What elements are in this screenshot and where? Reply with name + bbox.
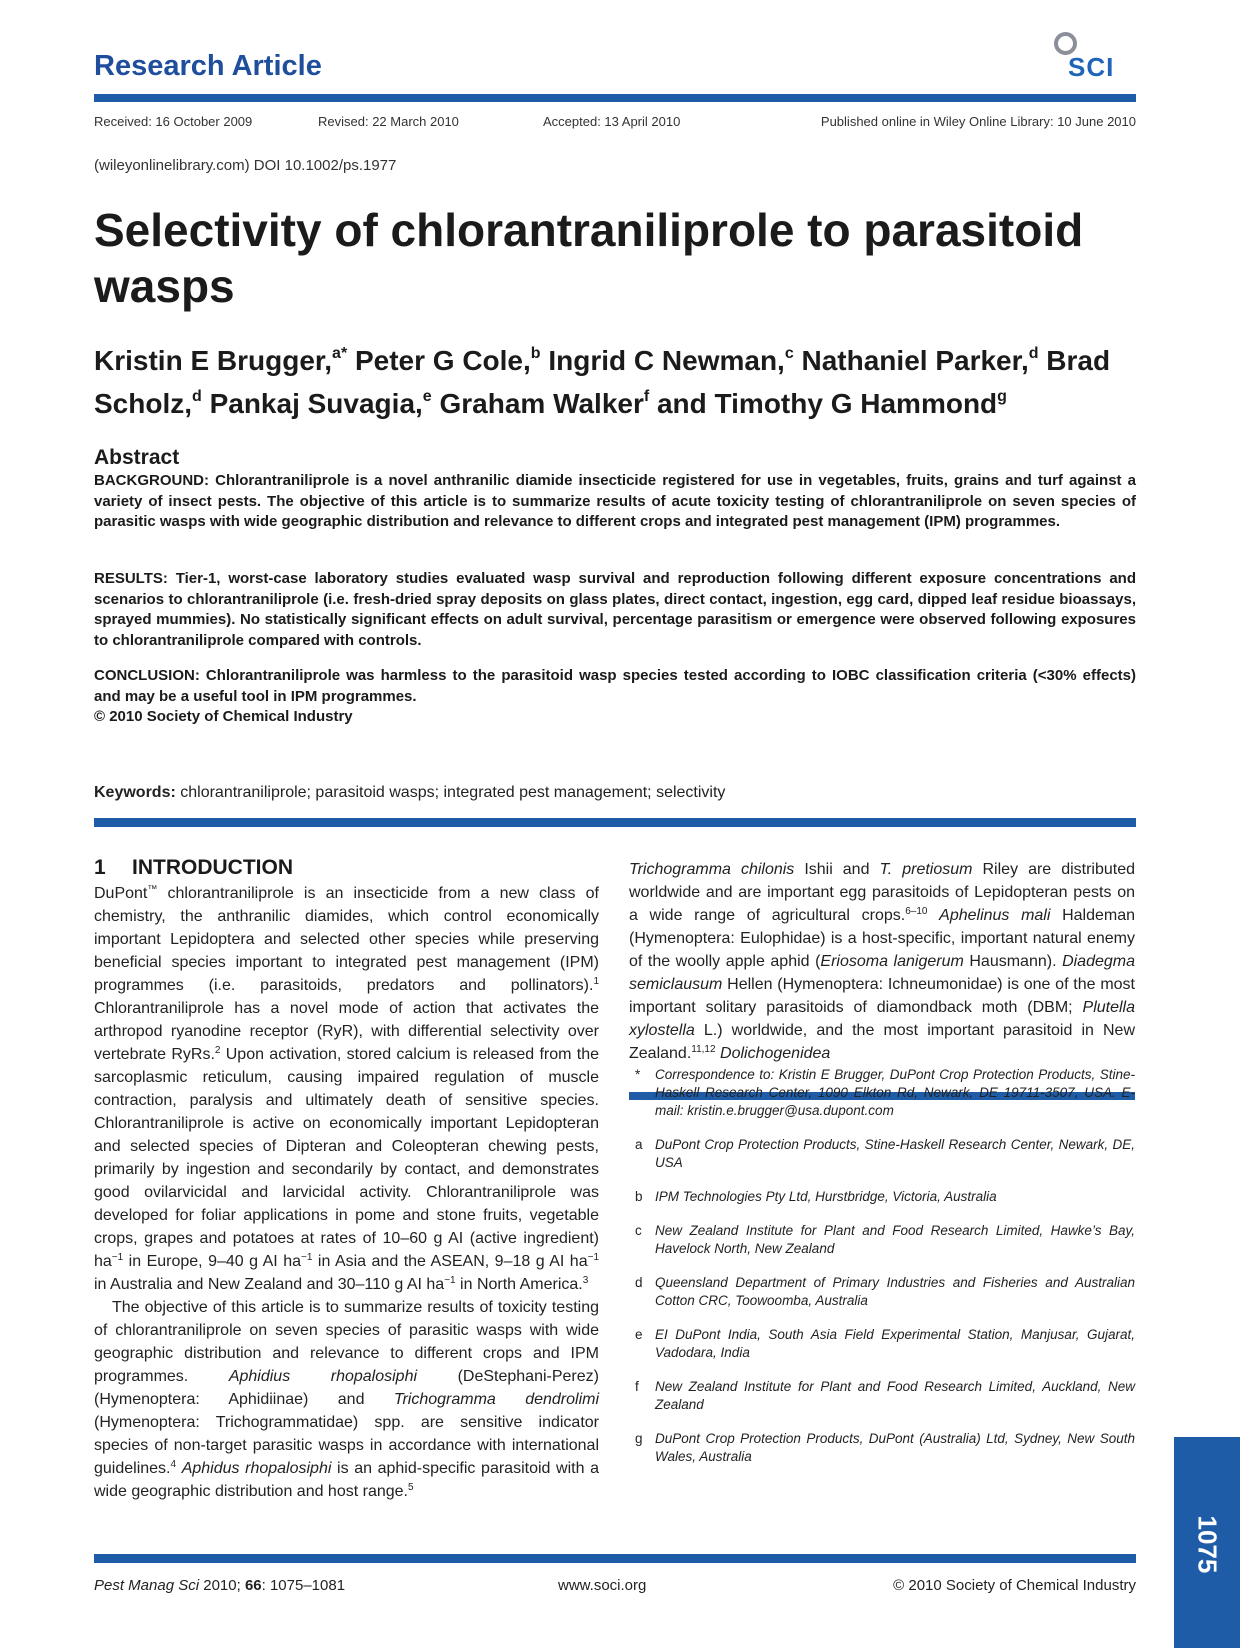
citation-superscript: 5 — [407, 1482, 414, 1493]
species-name: Plutella xylostella — [629, 999, 1135, 1039]
author-affiliation-mark: g — [997, 388, 1007, 405]
text-run — [927, 907, 939, 924]
author-list — [94, 336, 1134, 422]
abstract-results: RESULTS: Tier-1, worst-case laboratory studies evaluated wasp survival and reproduction following different exposure concentrations and scenarios to chlorantraniliprole (i.e. fresh-dried spray deposits on glass plates, direct contact, ingestion, egg card, dipped leaf residue bioassays, sprayed mummies). No statistically significant effects on adult survival, percentage parasitism or emergence were observed following exposures to chlorantraniliprole compared with controls. — [94, 570, 1136, 649]
affiliation-text: EI DuPont India, South Asia Field Experimental Station, Manjusar, Gujarat, Vadodara, India — [655, 1327, 1135, 1360]
species-name: Aphidius rhopalosiphi — [228, 1368, 418, 1385]
journal-citation — [94, 1577, 345, 1594]
accepted-date: Accepted: 13 April 2010 — [543, 114, 681, 129]
text-run: L.) worldwide, and the most important parasitoid in New Zealand. — [629, 1022, 1135, 1062]
species-name: Dolichogenidea — [720, 1045, 831, 1062]
affiliation-text: Correspondence to: Kristin E Brugger, DuPont Crop Protection Products, Stine-Haskell Research Center, 1090 Elkton Rd, Newark, DE 19711-3507, USA. E-mail: kristin.e.brugger@usa.dupont.com — [655, 1067, 1135, 1118]
doi-line: (wileyonlinelibrary.com) DOI 10.1002/ps.1977 — [94, 157, 397, 174]
citation-superscript: 1 — [593, 976, 599, 987]
intro-right-column — [629, 858, 1135, 1065]
author-name: Nathaniel Parker, — [793, 345, 1029, 376]
author-affiliation-mark: f — [643, 388, 650, 405]
citation-superscript: −1 — [301, 1252, 313, 1263]
citation-superscript: 11,12 — [691, 1044, 716, 1055]
affiliation-item — [629, 1188, 1135, 1206]
species-name: T. pretiosum — [879, 861, 973, 878]
citation-superscript: −1 — [111, 1252, 124, 1263]
website-link[interactable]: www.soci.org — [558, 1577, 647, 1594]
species-name: Diadegma semiclausum — [629, 953, 1135, 993]
abstract-background: BACKGROUND: Chlorantraniliprole is a novel anthranilic diamide insecticide registered for use in vegetables, fruits, grains and turf against a variety of insect pests. The objective of this article is to summarize results of acute toxicity testing of chlorantraniliprole on seven species of parasitic wasps with wide geographic distribution and relevance to different crops and integrated pest management (IPM) programmes. — [94, 472, 1136, 530]
species-name: Aphelinus mali — [939, 907, 1051, 924]
journal-pages: : 1075–1081 — [261, 1577, 346, 1594]
affiliation-item — [629, 1274, 1135, 1310]
sci-logo — [1052, 30, 1132, 82]
affiliation-text: Queensland Department of Primary Industries and Fisheries and Australian Cotton CRC, Toowoomba, Australia — [655, 1275, 1135, 1308]
text-run: in Europe, 9–40 g AI ha — [123, 1253, 302, 1270]
text-run: (DeStephani-Perez) (Hymenoptera: Aphidiinae) and — [94, 1368, 599, 1408]
abstract-copyright: © 2010 Society of Chemical Industry — [94, 708, 353, 725]
text-run: chlorantraniliprole is an insecticide from a new class of chemistry, the anthranilic diamides, which control economically important Lepidoptera and selected other species while preserving beneficial species important to integrated pest management (IPM) programmes (i.e. parasitoids, predators and pollinators). — [94, 885, 599, 994]
intro-number: 1 — [94, 856, 106, 879]
logo-text: SCI — [1068, 52, 1115, 82]
citation-superscript: 4 — [170, 1459, 177, 1470]
journal-year: 2010; — [199, 1577, 245, 1594]
citation-superscript: −1 — [587, 1252, 600, 1263]
affiliation-text: DuPont Crop Protection Products, DuPont (Australia) Ltd, Sydney, New South Wales, Australia — [655, 1431, 1135, 1464]
affiliation-label: f — [635, 1379, 639, 1394]
article-title: Selectivity of chlorantraniliprole to parasitoid wasps — [94, 204, 1084, 312]
citation-superscript: −1 — [444, 1275, 456, 1286]
author-name: Ingrid C Newman, — [540, 345, 785, 376]
published-date: Published online in Wiley Online Library: 10 June 2010 — [820, 114, 1136, 129]
affiliation-label: c — [635, 1223, 642, 1238]
species-name: Trichogramma chilonis — [629, 861, 795, 878]
author-name: Pankaj Suvagia, — [201, 388, 423, 419]
text-run: in Asia and the ASEAN, 9–18 g AI ha — [312, 1253, 588, 1270]
received-date: Received: 16 October 2009 — [94, 114, 253, 129]
footer-rule — [94, 1554, 1136, 1563]
text-run: DuPont — [94, 885, 148, 902]
affiliation-label: g — [635, 1431, 643, 1446]
text-run: in North America. — [455, 1276, 583, 1293]
affiliation-item — [629, 1222, 1135, 1258]
text-run: in Australia and New Zealand and 30–110 g AI ha — [94, 1276, 445, 1293]
conclusion-text: CONCLUSION: Chlorantraniliprole was harmless to the parasitoid wasp species tested according to IOBC classification criteria (<30% effects) and may be a useful tool in IPM programmes. — [94, 667, 1136, 705]
affiliation-label: b — [635, 1189, 643, 1204]
text-run: is an aphid-specific parasitoid with a wide geographic distribution and host range. — [94, 1460, 600, 1500]
text-run: Upon activation, stored calcium is released from the sarcoplasmic reticulum, causing impaired regulation of muscle contraction, paralysis and ultimately death of sensitive species. Chlorantraniliprole is active on economically important Lepidopteran and selected species of Dipteran and Coleopteran chewing pests, primarily by ingestion and secondarily by contact, and demonstrates good ovilarvicidal and larvicidal activity. Chlorantraniliprole was developed for foliar applications in pome and stone fruits, vegetable crops, grapes and potatoes at rates of 10–60 g AI (active ingredient) ha — [94, 1046, 599, 1270]
section-label: Research Article — [94, 50, 322, 82]
affiliation-text: DuPont Crop Protection Products, Stine-Haskell Research Center, Newark, DE, USA — [655, 1137, 1135, 1170]
species-name: Eriosoma lanigerum — [820, 953, 964, 970]
journal-name: Pest Manag Sci — [94, 1577, 200, 1594]
abstract-heading: Abstract — [94, 446, 180, 469]
text-run: Riley are distributed worldwide and are important egg parasitoids of Lepidopteran pests on a wide range of agricultural crops. — [629, 861, 1136, 924]
citation-superscript: 2 — [214, 1045, 221, 1056]
author-name: and Timothy G Hammond — [649, 388, 998, 419]
keywords-list: chlorantraniliprole; parasitoid wasps; integrated pest management; selectivity — [180, 784, 726, 801]
intro-paragraph-1 — [94, 882, 599, 1296]
author-name: Brad Scholz, — [94, 345, 1111, 419]
revised-date: Revised: 22 March 2010 — [318, 114, 459, 129]
text-run: Hellen (Hymenoptera: Ichneumonidae) is one of the most important solitary parasitoids of diamondback moth (DBM; — [629, 976, 1135, 1016]
affiliation-item — [629, 1136, 1135, 1172]
author-name: Kristin E Brugger, — [94, 345, 333, 376]
affiliation-text: New Zealand Institute for Plant and Food Research Limited, Hawke’s Bay, Havelock North, New Zealand — [655, 1223, 1135, 1256]
species-name: Aphidus rhopalosiphi — [181, 1460, 332, 1477]
affiliation-label: e — [635, 1327, 643, 1342]
author-affiliation-mark: b — [530, 345, 541, 362]
page-tab — [1174, 1437, 1240, 1648]
footer-copyright: © 2010 Society of Chemical Industry — [893, 1577, 1136, 1594]
author-affiliation-mark: a* — [332, 345, 348, 362]
author-affiliation-mark: d — [192, 388, 202, 405]
citation-superscript: ™ — [147, 884, 158, 895]
intro-title: INTRODUCTION — [132, 856, 293, 879]
author-affiliation-mark: e — [422, 388, 432, 405]
keywords — [94, 784, 725, 802]
section-rule — [94, 818, 1136, 827]
affiliation-label: d — [635, 1275, 643, 1290]
author-affiliation-mark: c — [784, 345, 794, 362]
affiliation-item — [629, 1378, 1135, 1414]
affiliation-label: * — [635, 1067, 641, 1082]
affiliation-label: a — [635, 1137, 643, 1152]
intro-heading — [94, 856, 293, 880]
affiliation-item — [629, 1430, 1135, 1466]
citation-superscript: 6–10 — [905, 906, 928, 917]
text-run: Chlorantraniliprole has a novel mode of action that activates the arthropod ryanodine receptor (RyR), with differential selectivity over vertebrate RyRs. — [94, 1000, 599, 1063]
text-run: Hausmann). — [963, 953, 1063, 970]
journal-volume: 66 — [244, 1577, 262, 1594]
text-run: Ishii and — [794, 861, 880, 878]
text-run: The objective of this article is to summarize results of toxicity testing of chlorantraniliprole on seven species of parasitic wasps with wide geographic distribution and relevance to different crops and IPM programmes. — [94, 1299, 599, 1385]
intro-paragraph-3 — [629, 858, 1135, 1065]
species-name: Trichogramma dendrolimi — [393, 1391, 600, 1408]
abstract-conclusion — [94, 666, 1136, 728]
affiliation-text: IPM Technologies Pty Ltd, Hurstbridge, Victoria, Australia — [655, 1189, 997, 1204]
correspondence-note — [629, 1066, 1135, 1120]
intro-left-column — [94, 882, 599, 1503]
citation-superscript: 3 — [582, 1275, 589, 1286]
header-rule — [94, 94, 1136, 102]
author-name: Graham Walker — [431, 388, 644, 419]
affiliation-text: New Zealand Institute for Plant and Food Research Limited, Auckland, New Zealand — [655, 1379, 1135, 1412]
keywords-label: Keywords: — [94, 784, 176, 801]
intro-paragraph-2 — [94, 1296, 599, 1503]
author-name: Peter G Cole, — [347, 345, 531, 376]
text-run: Haldeman (Hymenoptera: Eulophidae) is a host-specific, important natural enemy of the woolly apple aphid ( — [629, 907, 1136, 970]
text-run: (Hymenoptera: Trichogrammatidae) spp. are sensitive indicator species of non-target parasitic wasps in accordance with international guidelines. — [94, 1414, 599, 1477]
author-affiliation-mark: d — [1028, 345, 1039, 362]
affiliation-item — [629, 1326, 1135, 1362]
page-number: 1075 — [1192, 1515, 1223, 1574]
